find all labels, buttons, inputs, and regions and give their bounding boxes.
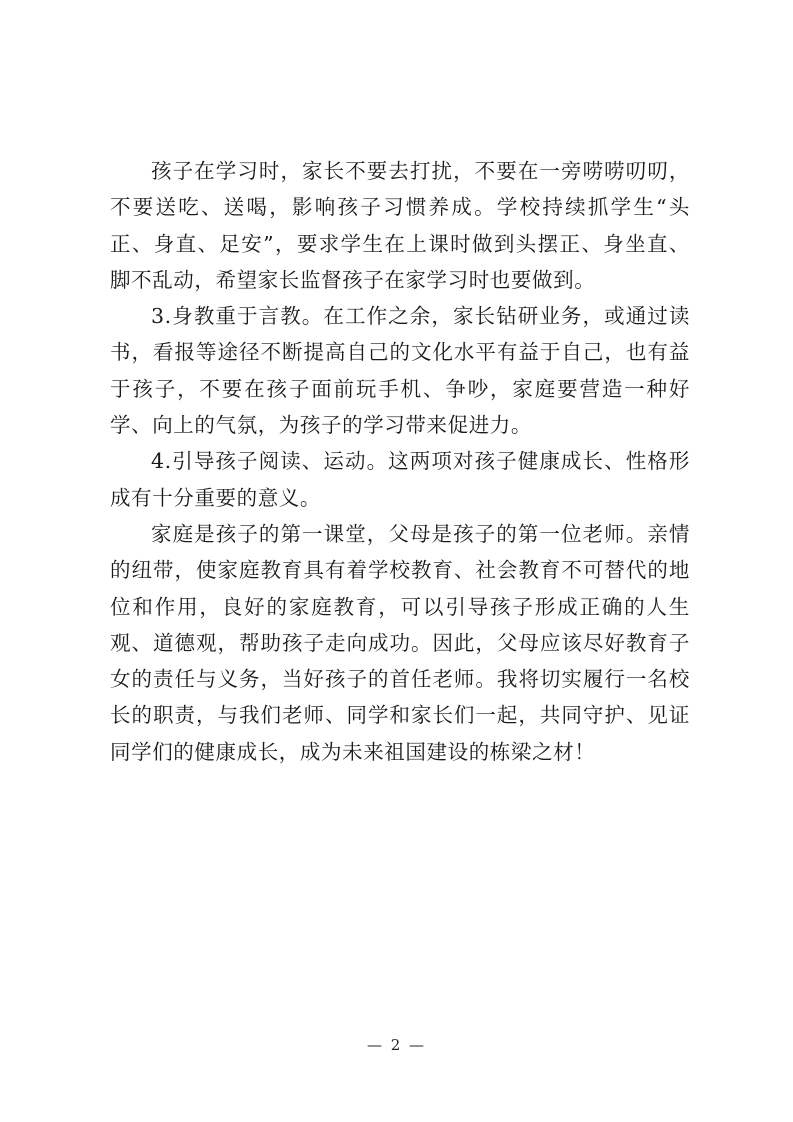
paragraph-lead-by-example: 3.身教重于言教。在工作之余，家长钻研业务，或通过读书，看报等途径不断提高自己的文化水平有益于自己，也有益于孩子，不要在孩子面前玩手机、争吵，家庭要营造一种好学、向上的气氛，为孩子的学习带来促进力。 (110, 304, 690, 438)
document-body (110, 153, 690, 770)
paragraph-homework-habits: 孩子在学习时，家长不要去打扰，不要在一旁唠唠叨叨，不要送吃、送喝，影响孩子习惯养成。学校持续抓学生“头正、身直、足安”，要求学生在上课时做到头摆正、身坐直、脚不乱动，希望家长监督孩子在家学习时也要做到。 (110, 159, 690, 292)
paragraph-reading-exercise: 4.引导孩子阅读、运动。这两项对孩子健康成长、性格形成有十分重要的意义。 (110, 449, 690, 510)
paragraph-conclusion: 家庭是孩子的第一课堂，父母是孩子的第一位老师。亲情的纽带，使家庭教育具有着学校教育、社会教育不可替代的地位和作用，良好的家庭教育，可以引导孩子形成正确的人生观、道德观，帮助孩子走向成功。因此，父母应该尽好教育子女的责任与义务，当好孩子的首任老师。我将切实履行一名校长的职责，与我们老师、同学和家长们一起，共同守护、见证同学们的健康成长，成为未来祖国建设的栋梁之材！ (110, 521, 690, 764)
page-number: — 2 — (366, 1036, 427, 1054)
